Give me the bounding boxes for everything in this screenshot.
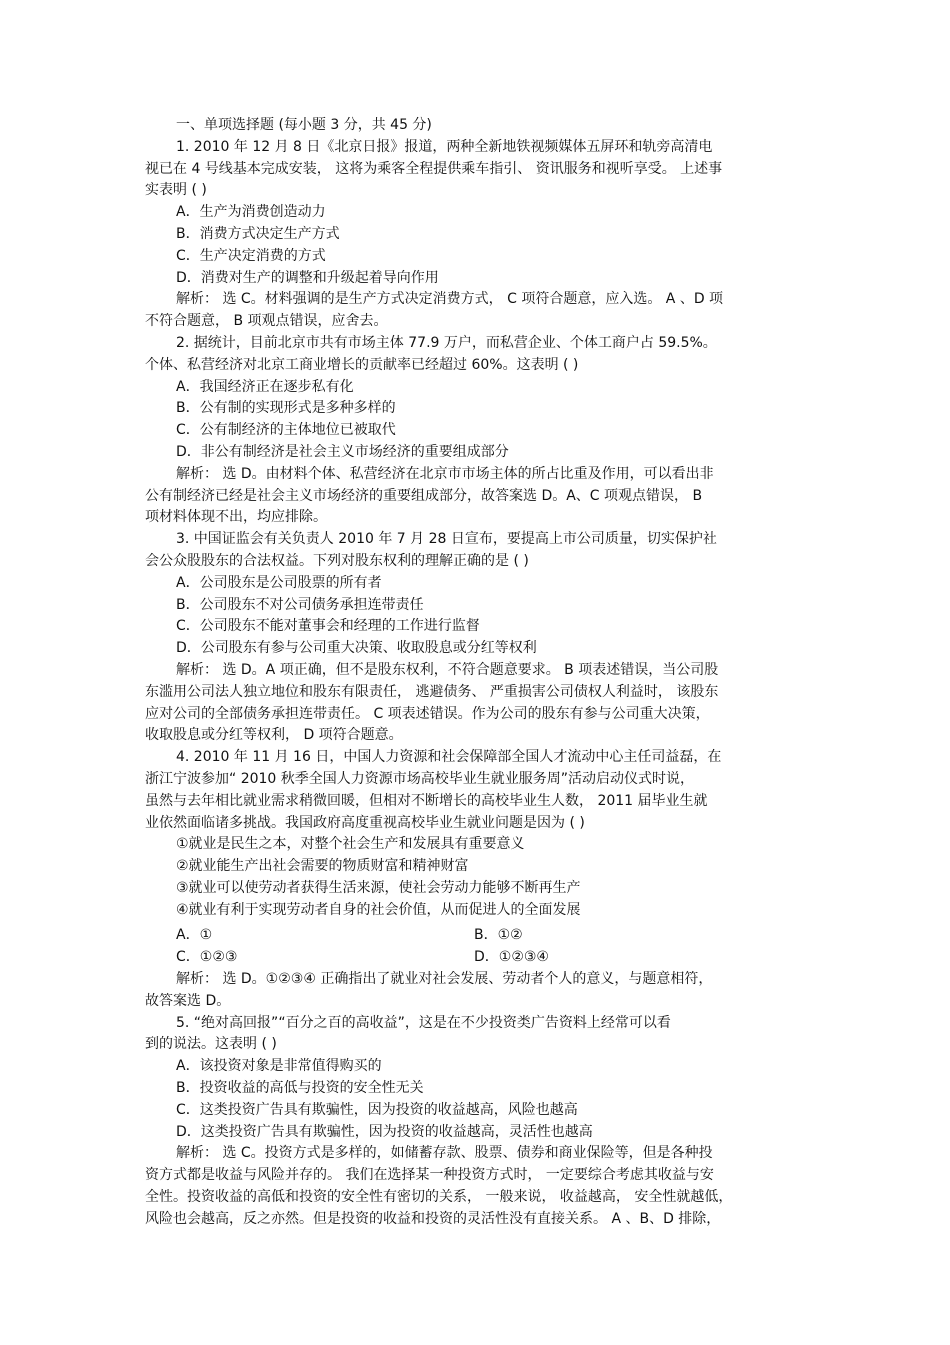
statement-2: ②就业能生产出社会需要的物质财富和精神财富 xyxy=(176,858,469,875)
option-b: B．投资收益的高低与投资的安全性无关 xyxy=(176,1080,424,1097)
section-heading: 一、单项选择题 (每小题 3 分，共 45 分) xyxy=(176,117,432,133)
option-c: C．公有制经济的主体地位已被取代 xyxy=(176,422,396,439)
question-stem-line: 个体、私营经济对北京工商业增长的贡献率已经超过 60%。这表明 ( ) xyxy=(145,356,579,373)
analysis-line: 解析： 选 D。①②③④ 正确指出了就业对社会发展、劳动者个人的意义，与题意相符， xyxy=(176,971,713,988)
analysis-line: 资方式都是收益与风险并存的。 我们在选择某一种投资方式时， 一定要综合考虑其收益与安 xyxy=(145,1167,714,1184)
option-d: D．非公有制经济是社会主义市场经济的重要组成部分 xyxy=(176,443,509,460)
question-stem-line: 2. 据统计，目前北京市共有市场主体 77.9 万户，而私营企业、个体工商户占 59.5%。 xyxy=(176,334,717,351)
options-row xyxy=(145,925,810,947)
question-stem-line: 实表明 ( ) xyxy=(145,182,207,199)
option-c: C．①②③ xyxy=(176,949,238,966)
option-d: D．消费对生产的调整和升级起着导向作用 xyxy=(176,269,439,286)
question-5 xyxy=(145,1013,810,1231)
analysis-line: 应对公司的全部债务承担连带责任。 C 项表述错误。作为公司的股东有参与公司重大决策， xyxy=(145,705,710,722)
options-row xyxy=(145,947,810,969)
option-a: A．公司股东是公司股票的所有者 xyxy=(176,574,382,591)
statement-3: ③就业可以使劳动者获得生活来源，使社会劳动力能够不断再生产 xyxy=(176,879,581,896)
question-1 xyxy=(145,137,810,333)
option-d: D．这类投资广告具有欺骗性，因为投资的收益越高，灵活性也越高 xyxy=(176,1123,593,1140)
analysis-line: 故答案选 D。 xyxy=(145,992,231,1009)
question-3 xyxy=(145,529,810,747)
question-2 xyxy=(145,333,810,529)
question-stem-line: 业依然面临诸多挑战。我国政府高度重视高校毕业生就业问题是因为 ( ) xyxy=(145,814,585,831)
option-a: A．我国经济正在逐步私有化 xyxy=(176,378,354,395)
option-a: A．该投资对象是非常值得购买的 xyxy=(176,1058,382,1075)
option-a: A．生产为消费创造动力 xyxy=(176,204,326,221)
analysis-line: 全性。投资收益的高低和投资的安全性有密切的关系， 一般来说， 收益越高， 安全性就越低， xyxy=(145,1189,733,1206)
option-d: D．公司股东有参与公司重大决策、收取股息或分红等权利 xyxy=(176,640,537,657)
option-c: C．这类投资广告具有欺骗性，因为投资的收益越高，风险也越高 xyxy=(176,1101,578,1118)
analysis-line: 解析： 选 D。由材料个体、私营经济在北京市市场主体的所占比重及作用，可以看出非 xyxy=(176,465,714,482)
analysis-line: 解析： 选 D。A 项正确，但不是股东权利，不符合题意要求。 B 项表述错误，当公司股 xyxy=(176,661,719,678)
question-stem-line: 浙江宁波参加“ 2010 秋季全国人力资源市场高校毕业生就业服务周”活动启动仪式时说， xyxy=(145,770,695,787)
analysis-line: 解析： 选 C。投资方式是多样的，如储蓄存款、股票、债券和商业保险等，但是各种投 xyxy=(176,1145,713,1162)
analysis-line: 收取股息或分红等权利， D 项符合题意。 xyxy=(145,727,403,744)
statement-1: ①就业是民生之本，对整个社会生产和发展具有重要意义 xyxy=(176,836,525,853)
document-content xyxy=(145,115,810,1231)
question-stem-line: 到的说法。这表明 ( ) xyxy=(145,1036,277,1053)
option-d: D．①②③④ xyxy=(474,949,549,966)
question-stem-line: 会公众股股东的合法权益。下列对股东权利的理解正确的是 ( ) xyxy=(145,552,529,569)
analysis-line: 公有制经济已经是社会主义市场经济的重要组成部分，故答案选 D。A、C 项观点错误， B xyxy=(145,487,703,504)
question-stem-line: 5. “绝对高回报”“百分之百的高收益”，这是在不少投资类广告资料上经常可以看 xyxy=(176,1014,671,1031)
statement-4: ④就业有利于实现劳动者自身的社会价值，从而促进人的全面发展 xyxy=(176,901,581,918)
option-b: B．消费方式决定生产方式 xyxy=(176,225,340,242)
analysis-line: 风险也会越高，反之亦然。但是投资的收益和投资的灵活性没有直接关系。 A 、B、D 排除， xyxy=(145,1210,721,1227)
question-stem-line: 3. 中国证监会有关负责人 2010 年 7 月 28 日宣布，要提高上市公司质量，切实保护社 xyxy=(176,531,717,548)
question-stem-line: 1. 2010 年 12 月 8 日《北京日报》报道，两种全新地铁视频媒体五屏环和轨旁高清电 xyxy=(176,138,713,155)
analysis-line: 解析： 选 C。材料强调的是生产方式决定消费方式， C 项符合题意，应入选。 A 、D 项 xyxy=(176,291,724,308)
option-c: C．公司股东不能对董事会和经理的工作进行监督 xyxy=(176,618,480,635)
question-stem-line: 4. 2010 年 11 月 16 日，中国人力资源和社会保障部全国人才流动中心主任司益磊，在 xyxy=(176,749,722,766)
analysis-line: 东滥用公司法人独立地位和股东有限责任， 逃避债务、 严重损害公司债权人利益时， 该股东 xyxy=(145,683,719,700)
question-4 xyxy=(145,747,810,1013)
option-a: A．① xyxy=(176,927,213,944)
analysis-line: 不符合题意， B 项观点错误，应舍去。 xyxy=(145,313,388,330)
option-c: C．生产决定消费的方式 xyxy=(176,247,326,264)
question-stem-line: 视已在 4 号线基本完成安装， 这将为乘客全程提供乘车指引、 资讯服务和视听享受。 上述事 xyxy=(145,160,723,177)
analysis-line: 项材料体现不出，均应排除。 xyxy=(145,509,327,526)
option-b: B．公有制的实现形式是多种多样的 xyxy=(176,400,396,417)
option-b: B．①② xyxy=(474,927,523,944)
option-b: B．公司股东不对公司债务承担连带责任 xyxy=(176,596,424,613)
question-stem-line: 虽然与去年相比就业需求稍微回暖，但相对不断增长的高校毕业生人数， 2011 届毕业生就 xyxy=(145,792,708,809)
